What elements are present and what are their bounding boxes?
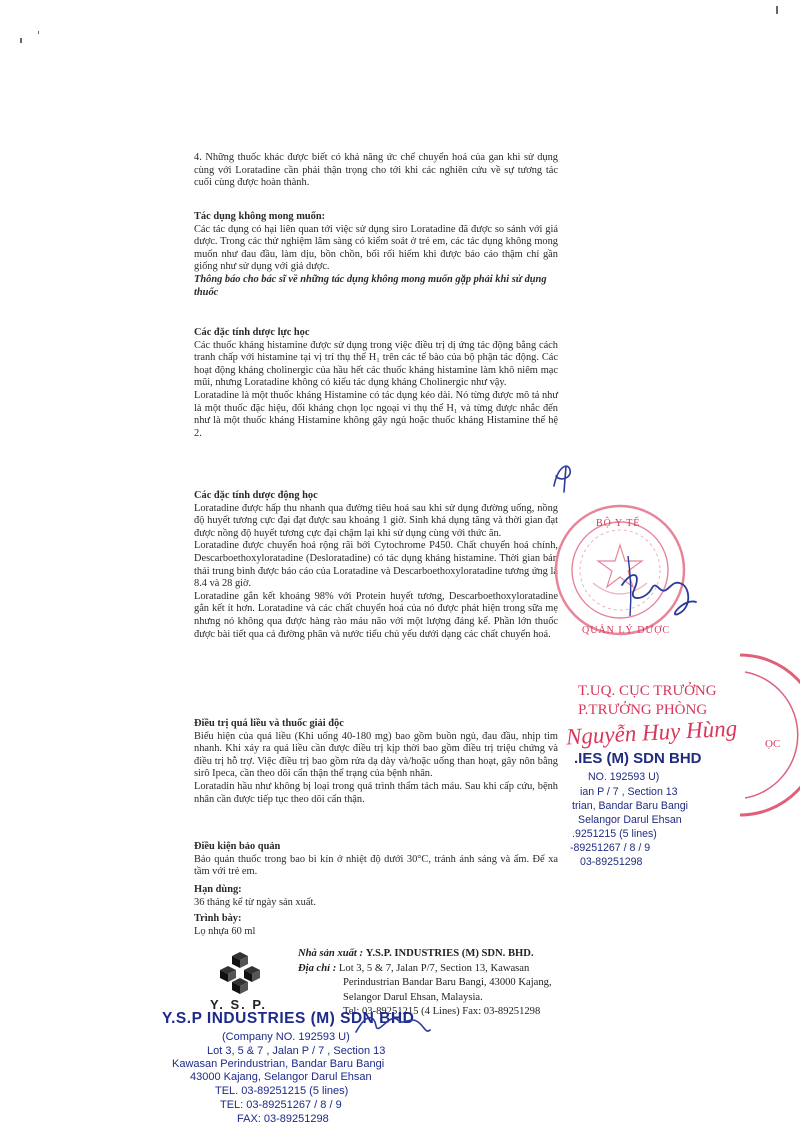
- company-stamp-line-1: Lot 3, 5 & 7 , Jalan P / 7 , Section 13: [207, 1045, 386, 1057]
- manufacturer-name: Y.S.P. INDUSTRIES (M) SDN. BHD.: [365, 948, 534, 959]
- presentation-section: [194, 913, 558, 938]
- pharmacodynamics-section: [194, 327, 558, 440]
- official-seal-top-text: BỘ Y TẾ: [596, 518, 641, 529]
- pharmacodynamics-p2: Loratadine là một thuốc kháng Histamine có tác dụng kéo dài. Nó từng được mô tả như là một thuốc đặc hiệu, đối kháng chọn lọc ngoại vi thụ thể H₁ và từng được nhắc đến như là một thuốc kháng Histamine không gây ngủ hoặc thuốc kháng Histamine thế hệ 2.: [194, 389, 558, 439]
- shelf-life-heading: Hạn dùng:: [194, 884, 242, 895]
- storage-heading: Điều kiện bảo quản: [194, 841, 281, 852]
- pharmacokinetics-p1: Loratadine được hấp thu nhanh qua đường tiêu hoá sau khi sử dụng đường uống, nồng độ huyết tương cực đại đạt được sau khoảng 1 giờ. Sinh khả dụng tăng và thời gian đạt được nồng độ huyết tương cực đại chậm lại khi sử dụng cùng với thức ăn.: [194, 502, 558, 539]
- shelf-life-section: [194, 884, 558, 909]
- company-stamp-tel-1: TEL. 03-89251215 (5 lines): [215, 1085, 349, 1097]
- side-effects-section: [194, 211, 558, 299]
- side-effects-body: Các tác dụng có hại liên quan tới việc sử dụng siro Loratadine đã được so sánh với giả dược. Trong các thử nghiệm lâm sàng có kiểm soát ở trẻ em, các tác dụng không mong muốn như đau đầu, làm dịu, bồn chồn, bối rối hiếm khi được báo cáo thậm chí gần giống như sử dụng với giả dược.: [194, 223, 558, 273]
- pharmacokinetics-section: [194, 490, 558, 641]
- right-stamp-number: NO. 192593 U): [588, 771, 660, 783]
- overdose-heading: Điều trị quá liều và thuốc giải độc: [194, 718, 344, 729]
- company-stamp-line-2: Kawasan Perindustrian, Bandar Baru Bangi: [172, 1058, 385, 1070]
- side-effects-notice: Thông báo cho bác sĩ về những tác dụng không mong muốn gặp phải khi sử dụng thuốc: [194, 273, 547, 298]
- right-stamp-line-6: 03-89251298: [580, 856, 643, 868]
- scan-speck: [38, 31, 39, 34]
- vice-head-line: P.TRƯỞNG PHÒNG: [578, 702, 708, 718]
- stamp-signature-icon: [352, 1006, 432, 1042]
- ysp-logo-text: Y. S. P.: [210, 997, 267, 1012]
- item-4-block: [194, 152, 558, 190]
- storage-section: [194, 841, 558, 879]
- director-signature-icon: [612, 550, 702, 630]
- official-seal-bottom-text: QUẢN LÝ DƯỢC: [582, 625, 671, 636]
- right-stamp-line-2: trian, Bandar Baru Bangi: [572, 800, 689, 812]
- company-stamp-number: (Company NO. 192593 U): [222, 1031, 350, 1043]
- right-stamp-line-5: -89251267 / 8 / 9: [570, 842, 651, 854]
- presentation-heading: Trình bày:: [194, 913, 242, 924]
- right-stamp-line-4: .9251215 (5 lines): [572, 828, 657, 840]
- pharmacodynamics-p1: Các thuốc kháng histamine được sử dụng trong việc điều trị dị ứng tác động bằng cách tranh chấp với histamine tại vị trí thụ thể H₁ trên các tế bào của bộ phận tác động. Các hoạt động kháng cholinergic của hầu hết các thuốc kháng histamine làm khô niêm mạc mũi, nhưng Loratadine không có kiểu tác dụng kháng Cholinergic như vậy.: [194, 339, 558, 389]
- address-line-1: Lot 3, 5 & 7, Jalan P/7, Section 13, Kawasan: [338, 962, 530, 974]
- overdose-section: [194, 718, 558, 806]
- signature-name: Nguyễn Huy Hùng: [565, 715, 738, 750]
- presentation-body: Lọ nhựa 60 ml: [194, 925, 256, 937]
- pharmacokinetics-p3: Loratadine gắn kết khoảng 98% với Protein huyết tương, Descarboethoxyloratadine gắn kết ít hơn. Loratadine và các chất chuyển hoá của nó được phát hiện trong sữa mẹ nhưng nó không qua được hàng rào máu não với một lượng đáng kể. Phần lớn thuốc được bài tiết qua cả đường phân và nước tiểu chủ yếu dưới dạng các chất chuyển hoá.: [194, 590, 558, 640]
- company-stamp-tel-2: TEL: 03-89251267 / 8 / 9: [220, 1099, 342, 1111]
- ministry-seal-edge-text: ỌC: [765, 738, 781, 750]
- ysp-logo-icon: [214, 950, 266, 998]
- manufacturer-phone: Tel: 03-89251215 (4 Lines) Fax: 03-89251298: [343, 1006, 541, 1018]
- pharmacokinetics-heading: Các đặc tính dược động học: [194, 490, 318, 501]
- right-stamp-line-3: Selangor Darul Ehsan: [578, 814, 682, 826]
- side-effects-heading: Tác dụng không mong muốn:: [194, 211, 326, 222]
- scan-speck: [776, 6, 778, 14]
- company-stamp-fax: FAX: 03-89251298: [237, 1113, 329, 1125]
- shelf-life-body: 36 tháng kể từ ngày sản xuất.: [194, 896, 316, 908]
- address-line-2: Perindustrian Bandar Baru Bangi, 43000 Kajang,: [343, 977, 552, 989]
- manufacturer-address-row: [298, 962, 588, 977]
- right-stamp-title: .IES (M) SDN BHD: [574, 750, 702, 767]
- address-label: Địa chỉ :: [298, 962, 337, 974]
- handwritten-signature-icon: [546, 456, 586, 496]
- address-line-3: Selangor Darul Ehsan, Malaysia.: [343, 991, 483, 1003]
- storage-body: Bảo quản thuốc trong bao bì kín ở nhiệt độ dưới 30°C, tránh ánh sáng và ẩm. Để xa tầm với trẻ em.: [194, 853, 558, 878]
- company-stamp-title: Y.S.P INDUSTRIES (M) SDN BHD: [162, 1010, 415, 1027]
- item-4-text: 4. Những thuốc khác được biết có khả năng ức chế chuyển hoá của gan khi sử dụng cùng với Loratadine cần phải thận trọng cho tới khi các nghiên cứu về sự tương tác cuối cùng được hoàn thành.: [194, 152, 558, 189]
- deputy-director-line: T.UQ. CỤC TRƯỞNG: [578, 683, 717, 699]
- company-stamp-line-3: 43000 Kajang, Selangor Darul Ehsan: [190, 1071, 372, 1083]
- manufacturer-name-row: [298, 947, 588, 962]
- pharmacodynamics-heading: Các đặc tính dược lực học: [194, 327, 310, 338]
- scan-speck: [20, 38, 22, 43]
- overdose-p2: Loratadin hầu như không bị loại trong quá trình thẩm tách máu. Sau khi cấp cứu, bệnh nhân cần được tiếp tục theo dõi cẩn thận.: [194, 780, 558, 805]
- manufacturer-label: Nhà sản xuất :: [298, 948, 364, 959]
- pharmacokinetics-p2: Loratadine được chuyển hoá rộng rãi bởi Cytochrome P450. Chất chuyển hoá chính, Descarboethoxyloratadine (Desloratadine) có tác dụng kháng histamine. Thời gian bán thải trung bình được báo cáo của Loratadine và Descarboethoxyloratadine tương ứng là 8.4 và 28 giờ.: [194, 540, 558, 590]
- right-stamp-line-1: ian P / 7 , Section 13: [580, 786, 678, 798]
- overdose-p1: Biểu hiện của quá liều (Khi uống 40-180 mg) bao gồm buồn ngủ, đau đầu, nhịp tim nhanh. Khi xảy ra quá liều cần được điều trị kịp thời bao gồm điều trị triệu chứng và điều trị hỗ trợ. Việc điều trị bao gồm rửa dạ dày và/hoặc uống than hoạt, gây nôn bằng sirô Ipeca, cần theo dõi cẩn thận thể trạng của bệnh nhân.: [194, 730, 558, 780]
